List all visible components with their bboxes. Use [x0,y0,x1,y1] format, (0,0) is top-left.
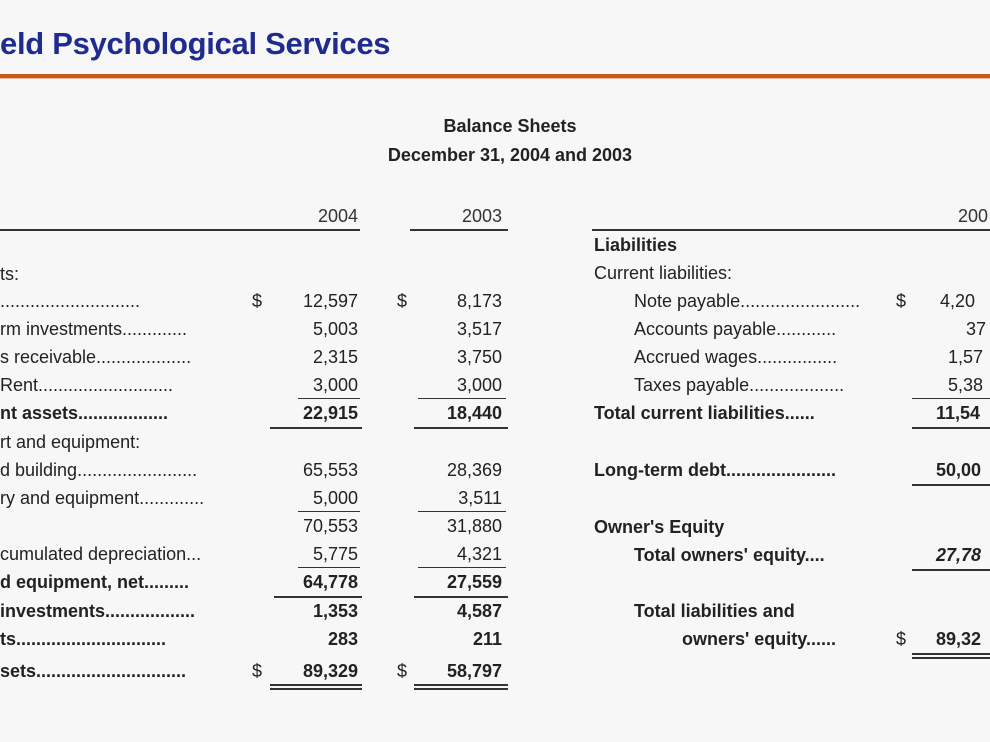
liab-col-2004: 200 [958,206,989,226]
total-assets-rule-2003-a [414,684,508,686]
depr-rule-2003 [418,567,506,568]
statement-title: Balance Sheets [443,116,577,136]
owners-equity-heading: Owner's Equity [594,517,725,537]
company-title: eld Psychological Services [0,26,391,61]
assets-col-2004: 2004 [317,206,358,226]
assets-header-rule-2003 [410,229,508,231]
current-liabilities-label: Current liabilities: [594,263,733,283]
depr-rule-2004 [298,567,360,568]
asset-row-property-heading: rt and equipment: [0,432,141,452]
total-current-rule-2003 [414,427,508,429]
assets-header-rule-2004 [0,229,360,231]
subtotal-rule-2003 [418,398,506,399]
net-property-rule-2004 [274,596,362,598]
total-liab-rule-a [912,653,990,655]
subtotal-rule-2004 [298,398,360,399]
total-equity-rule [912,569,990,571]
total-current-rule-2004 [270,427,362,429]
statement-date: December 31, 2004 and 2003 [387,145,633,165]
total-assets-rule-2004-a [270,684,362,686]
liab-total-current-rule [912,427,990,429]
equip-rule-2004 [298,511,360,512]
total-assets-rule-2003-b [414,688,508,690]
liabilities-heading: Liabilities [594,235,678,255]
assets-col-2003: 2003 [461,206,502,226]
long-term-debt-rule [912,484,990,486]
equip-rule-2003 [418,511,506,512]
total-assets-rule-2004-b [270,688,362,690]
liab-header-rule [592,229,990,231]
net-property-rule-2003 [414,596,508,598]
assets-section-label: ts: [0,264,20,284]
title-divider [0,74,990,79]
liab-subtotal-rule [912,398,990,399]
total-liab-rule-b [912,657,990,659]
